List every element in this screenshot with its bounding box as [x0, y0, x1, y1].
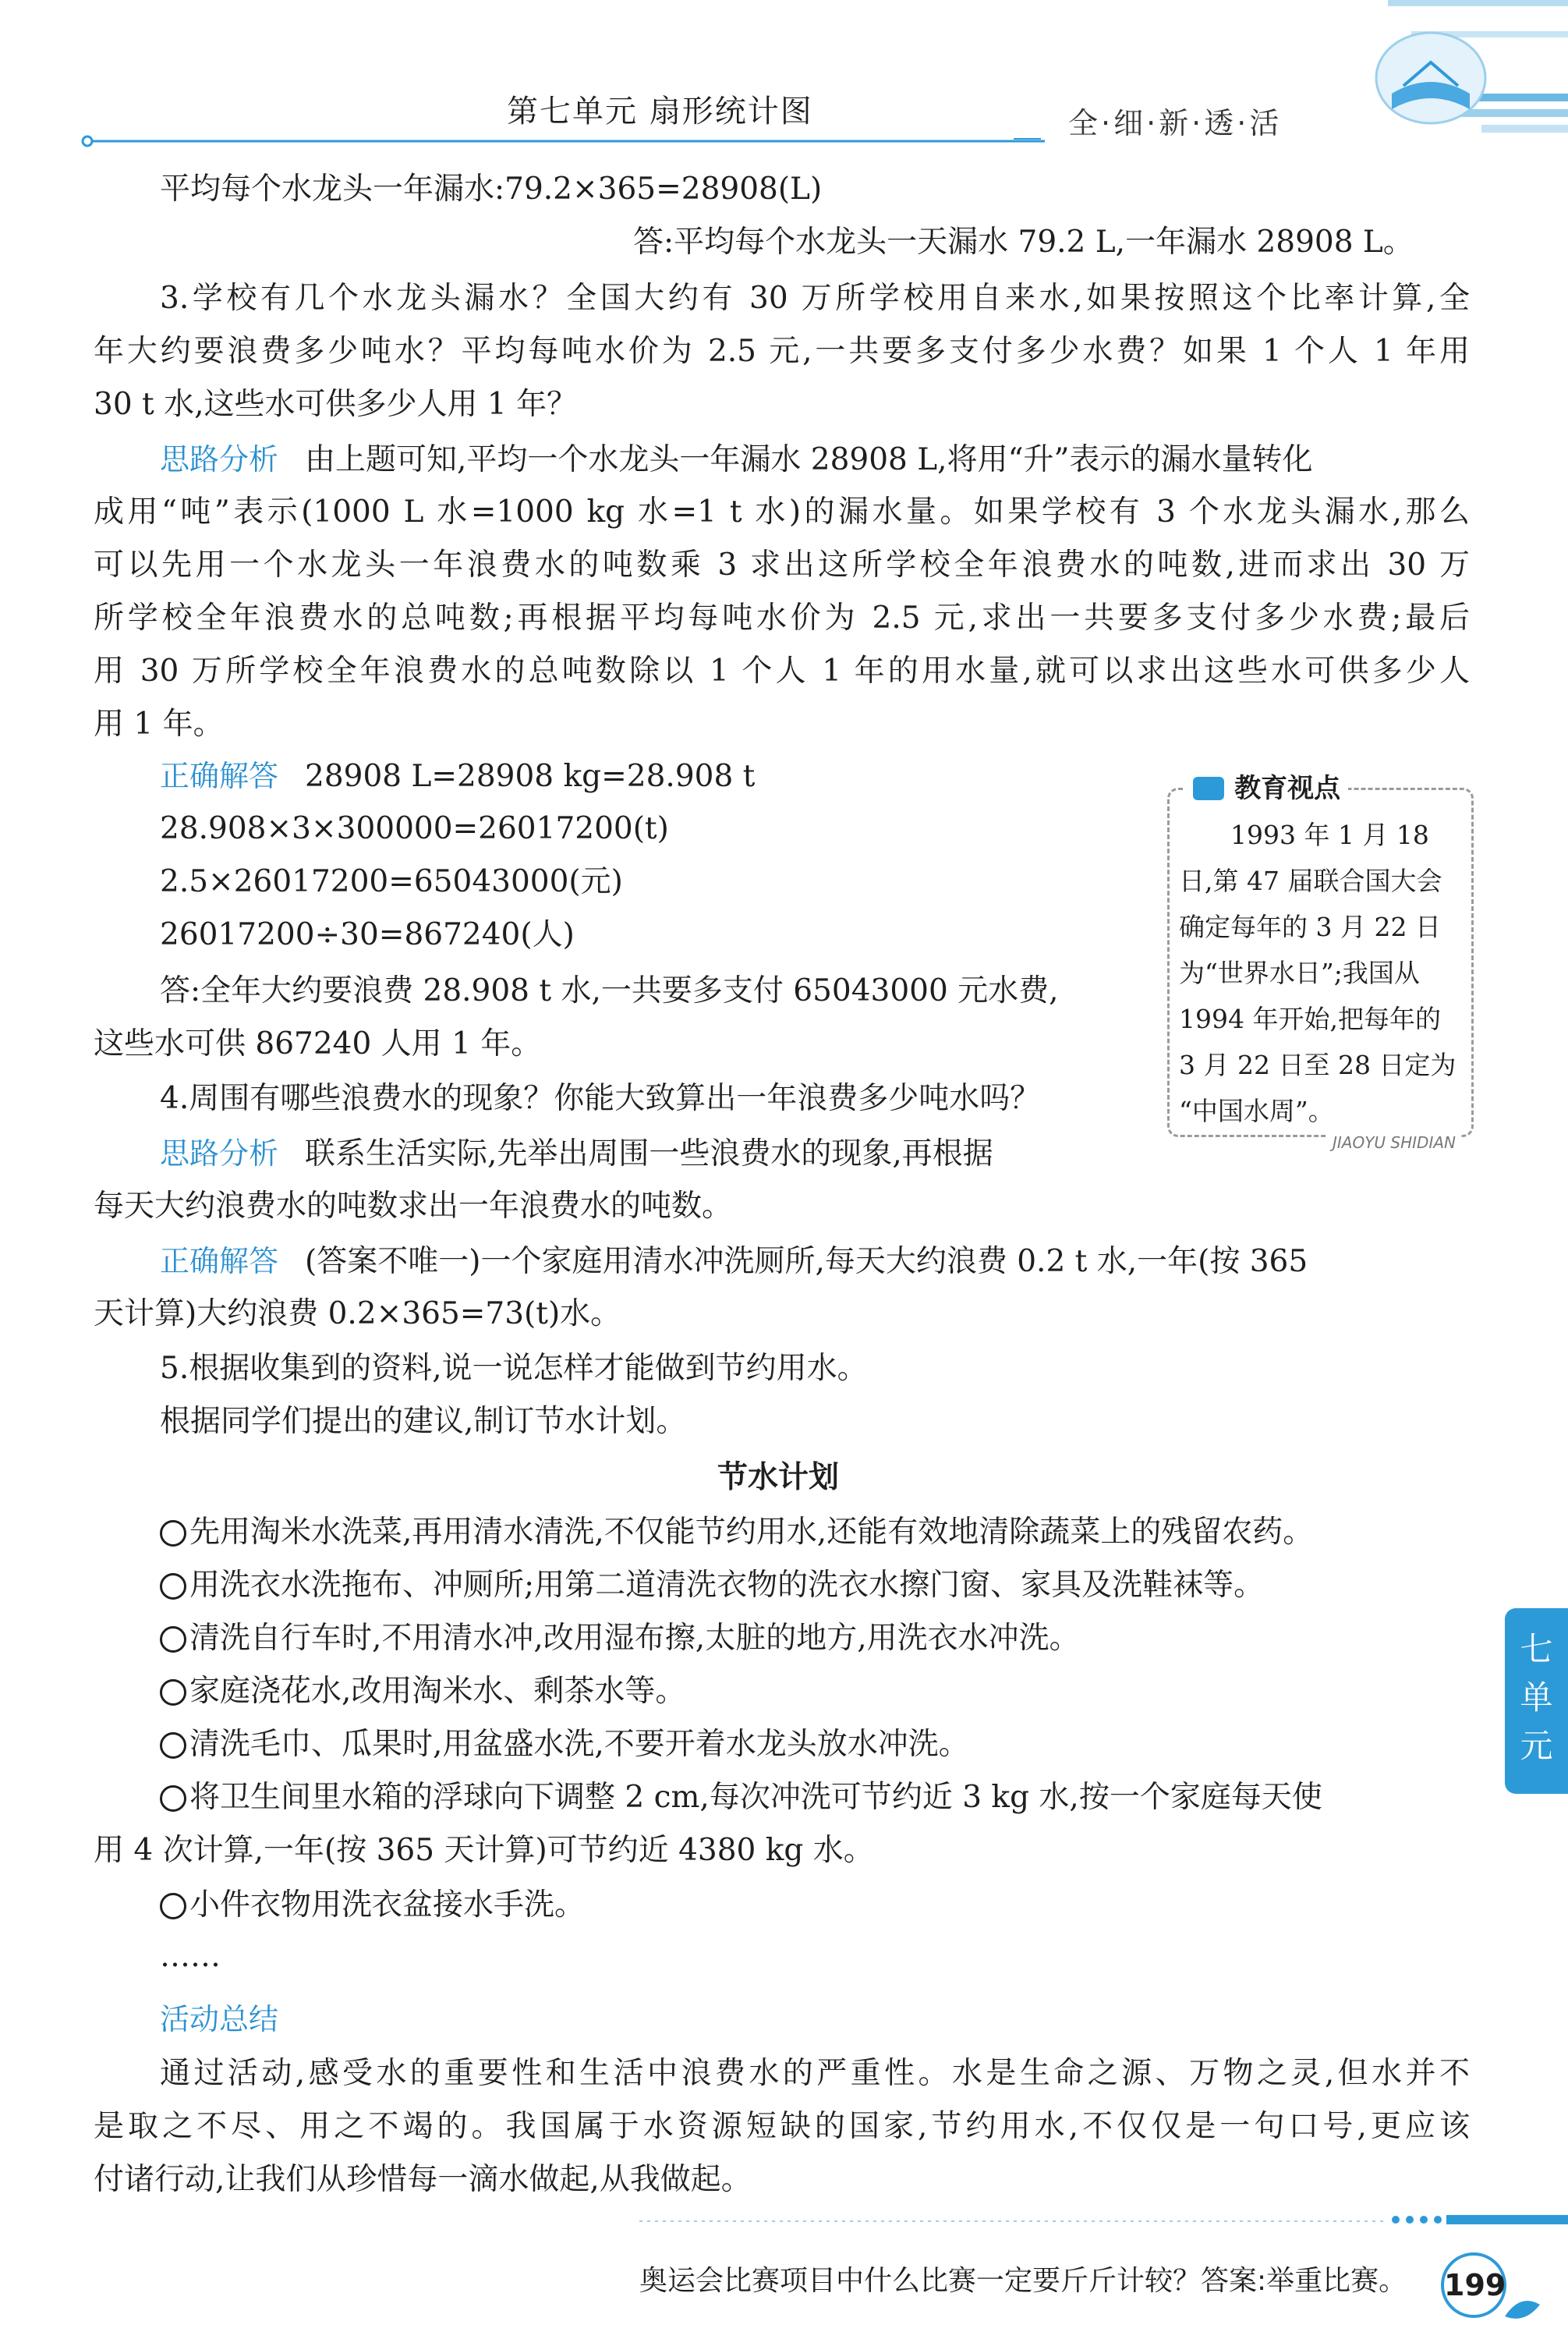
circle-bullet-icon: [160, 1732, 186, 1759]
solution-3: 2.5×26017200=65043000(元): [160, 864, 623, 899]
analysis-3-first: [160, 434, 1470, 486]
solution-3: 26017200÷30=867240(人): [160, 917, 575, 952]
footer-bar: [1446, 2215, 1568, 2224]
plan-item-cont: 用 4 次计算,一年(按 365 天计算)可节约近 4380 kg 水。: [94, 1833, 874, 1868]
header-decoration: [0, 0, 1568, 156]
plan-title: 节水计划: [717, 1460, 840, 1495]
sidebox-caption: JIAOYU SHIDIAN: [1328, 1133, 1460, 1152]
sidebox-line: 1993 年 1 月 18: [1230, 820, 1429, 850]
circle-bullet-icon: [160, 1573, 186, 1600]
page-number: 199: [1441, 2252, 1506, 2318]
education-viewpoint-box: [1167, 773, 1474, 1152]
analysis-3: 用 30 万所学校全年浪费水的总吨数除以 1 个人 1 年的用水量,就可以求出这些水可供多少人: [94, 654, 1470, 689]
circle-bullet-icon: [160, 1520, 186, 1547]
solution-label: 正确解答: [160, 1244, 279, 1278]
unit-side-tab: [1505, 1608, 1568, 1794]
plan-item: [160, 1613, 1080, 1664]
ellipsis: ……: [160, 1939, 221, 1974]
plan-item-text: 清洗毛巾、瓜果时,用盆盛水洗,不要开着水龙头放水冲洗。: [189, 1727, 969, 1762]
header-slogan: 全·细·新·透·活: [1068, 106, 1283, 140]
solution-3: 28.908×3×300000=26017200(t): [160, 811, 669, 846]
side-tab-char: 元: [1520, 1727, 1553, 1765]
camera-icon: [1193, 777, 1224, 800]
solution-text: 28908 L=28908 kg=28.908 t: [305, 759, 756, 794]
circle-bullet-icon: [160, 1893, 186, 1919]
question-3: 30 t 水,这些水可供多少人用 1 年？: [94, 387, 578, 422]
analysis-3: 可以先用一个水龙头一年浪费水的吨数乘 3 求出这所学校全年浪费水的吨数,进而求出 30 万: [94, 548, 1470, 583]
plan-item-text: 小件衣物用洗衣盆接水手洗。: [189, 1887, 586, 1923]
question-3: 年大约要浪费多少吨水？平均每吨水价为 2.5 元,一共要多支付多少水费？如果 1 个人 1 年用: [94, 334, 1470, 369]
summary-label: 活动总结: [160, 2002, 279, 2036]
sidebox-line: 3 月 22 日至 28 日定为: [1179, 1050, 1457, 1080]
header-rule: [83, 136, 1045, 146]
plan-item: [160, 1507, 1313, 1558]
sidebox-title: 教育视点: [1234, 773, 1341, 804]
solution-text: (答案不唯一)一个家庭用清水冲洗厕所,每天大约浪费 0.2 t 水,一年(按 365: [305, 1244, 1308, 1279]
solution-4-first: [160, 1235, 1470, 1288]
side-tab-char: 七: [1520, 1630, 1553, 1668]
solution-4: 天计算)大约浪费 0.2×365=73(t)水。: [94, 1296, 621, 1331]
sidebox-line: 为“世界水日”;我国从: [1179, 958, 1420, 988]
sidebox-line: 1994 年开始,把每年的: [1179, 1004, 1441, 1034]
circle-bullet-icon: [160, 1679, 186, 1706]
summary-line: 付诸行动,让我们从珍惜每一滴水做起,从我做起。: [94, 2162, 752, 2197]
sidebox-line: 确定每年的 3 月 22 日: [1179, 912, 1441, 942]
analysis-label: 思路分析: [160, 1136, 279, 1171]
analysis-3: 所学校全年浪费水的总吨数;再根据平均每吨水价为 2.5 元,求出一共要多支付多少水费;最后: [94, 601, 1470, 636]
solution-3: 答:全年大约要浪费 28.908 t 水,一共要多支付 65043000 元水费,: [160, 973, 1059, 1008]
analysis-3: 成用“吨”表示(1000 L 水=1000 kg 水=1 t 水)的漏水量。如果学校有 3 个水龙头漏水,那么: [94, 494, 1470, 530]
plan-item: [160, 1719, 969, 1770]
question-5: 5.根据收集到的资料,说一说怎样才能做到节约用水。: [160, 1351, 868, 1386]
plan-item-text: 清洗自行车时,不用清水冲,改用湿布擦,太脏的地方,用洗衣水冲洗。: [189, 1621, 1080, 1656]
plan-item: [160, 1666, 685, 1717]
circle-bullet-icon: [160, 1785, 186, 1812]
answer-line: 答:平均每个水龙头一天漏水 79.2 L,一年漏水 28908 L。: [633, 225, 1414, 260]
sidebox-header: [1185, 767, 1348, 805]
plan-item-text: 用洗衣水洗拖布、冲厕所;用第二道清洗衣物的洗衣水擦门窗、家具及洗鞋袜等。: [189, 1568, 1265, 1603]
footer-riddle: 奥运会比赛项目中什么比赛一定要斤斤计较？答案:举重比赛。: [639, 2265, 1407, 2297]
plan-item-text: 家庭浇花水,改用淘米水、剩茶水等。: [189, 1674, 686, 1709]
plan-item: [160, 1772, 1322, 1823]
analysis-label: 思路分析: [160, 442, 279, 477]
analysis-3: 用 1 年。: [94, 707, 224, 742]
analysis-4-first: [160, 1128, 993, 1180]
circle-bullet-icon: [160, 1626, 186, 1653]
side-tab-char: 单: [1520, 1678, 1553, 1717]
plan-item-text: 将卫生间里水箱的浮球向下调整 2 cm,每次冲洗可节约近 3 kg 水,按一个家庭每天使: [189, 1780, 1322, 1815]
solution-3-first: [160, 750, 755, 803]
plan-item-text: 先用淘米水洗菜,再用清水清洗,不仅能节约用水,还能有效地清除蔬菜上的残留农药。: [189, 1515, 1314, 1550]
leaf-icon: [1505, 2301, 1540, 2319]
sidebox-line: “中国水周”。: [1179, 1096, 1334, 1126]
analysis-text: 由上题可知,平均一个水龙头一年漏水 28908 L,将用“升”表示的漏水量转化: [305, 442, 1313, 477]
summary-line: 是取之不尽、用之不竭的。我国属于水资源短缺的国家,节约用水,不仅仅是一句口号,更应该: [94, 2109, 1470, 2144]
solution-3: 这些水可供 867240 人用 1 年。: [94, 1026, 542, 1061]
page-header-title: 第七单元 扇形统计图: [507, 94, 813, 129]
summary-line: 通过活动,感受水的重要性和生活中浪费水的严重性。水是生命之源、万物之灵,但水并不: [160, 2056, 1470, 2091]
footer-dots: [1392, 2216, 1442, 2224]
text-line: 平均每个水龙头一年漏水:79.2×365=28908(L): [160, 172, 823, 207]
book-logo-icon: [1376, 33, 1485, 123]
solution-label: 正确解答: [160, 759, 279, 793]
analysis-text: 联系生活实际,先举出周围一些浪费水的现象,再根据: [305, 1136, 993, 1171]
plan-item: [160, 1560, 1264, 1611]
plan-item: [160, 1880, 585, 1931]
question-4: 4.周围有哪些浪费水的现象？你能大致算出一年浪费多少吨水吗？: [160, 1081, 1041, 1116]
sidebox-line: 日,第 47 届联合国大会: [1179, 866, 1442, 896]
question-3: 3.学校有几个水龙头漏水？全国大约有 30 万所学校用自来水,如果按照这个比率计算,全: [160, 281, 1470, 316]
analysis-4: 每天大约浪费水的吨数求出一年浪费水的吨数。: [94, 1189, 733, 1224]
question-5-note: 根据同学们提出的建议,制订节水计划。: [160, 1404, 687, 1439]
